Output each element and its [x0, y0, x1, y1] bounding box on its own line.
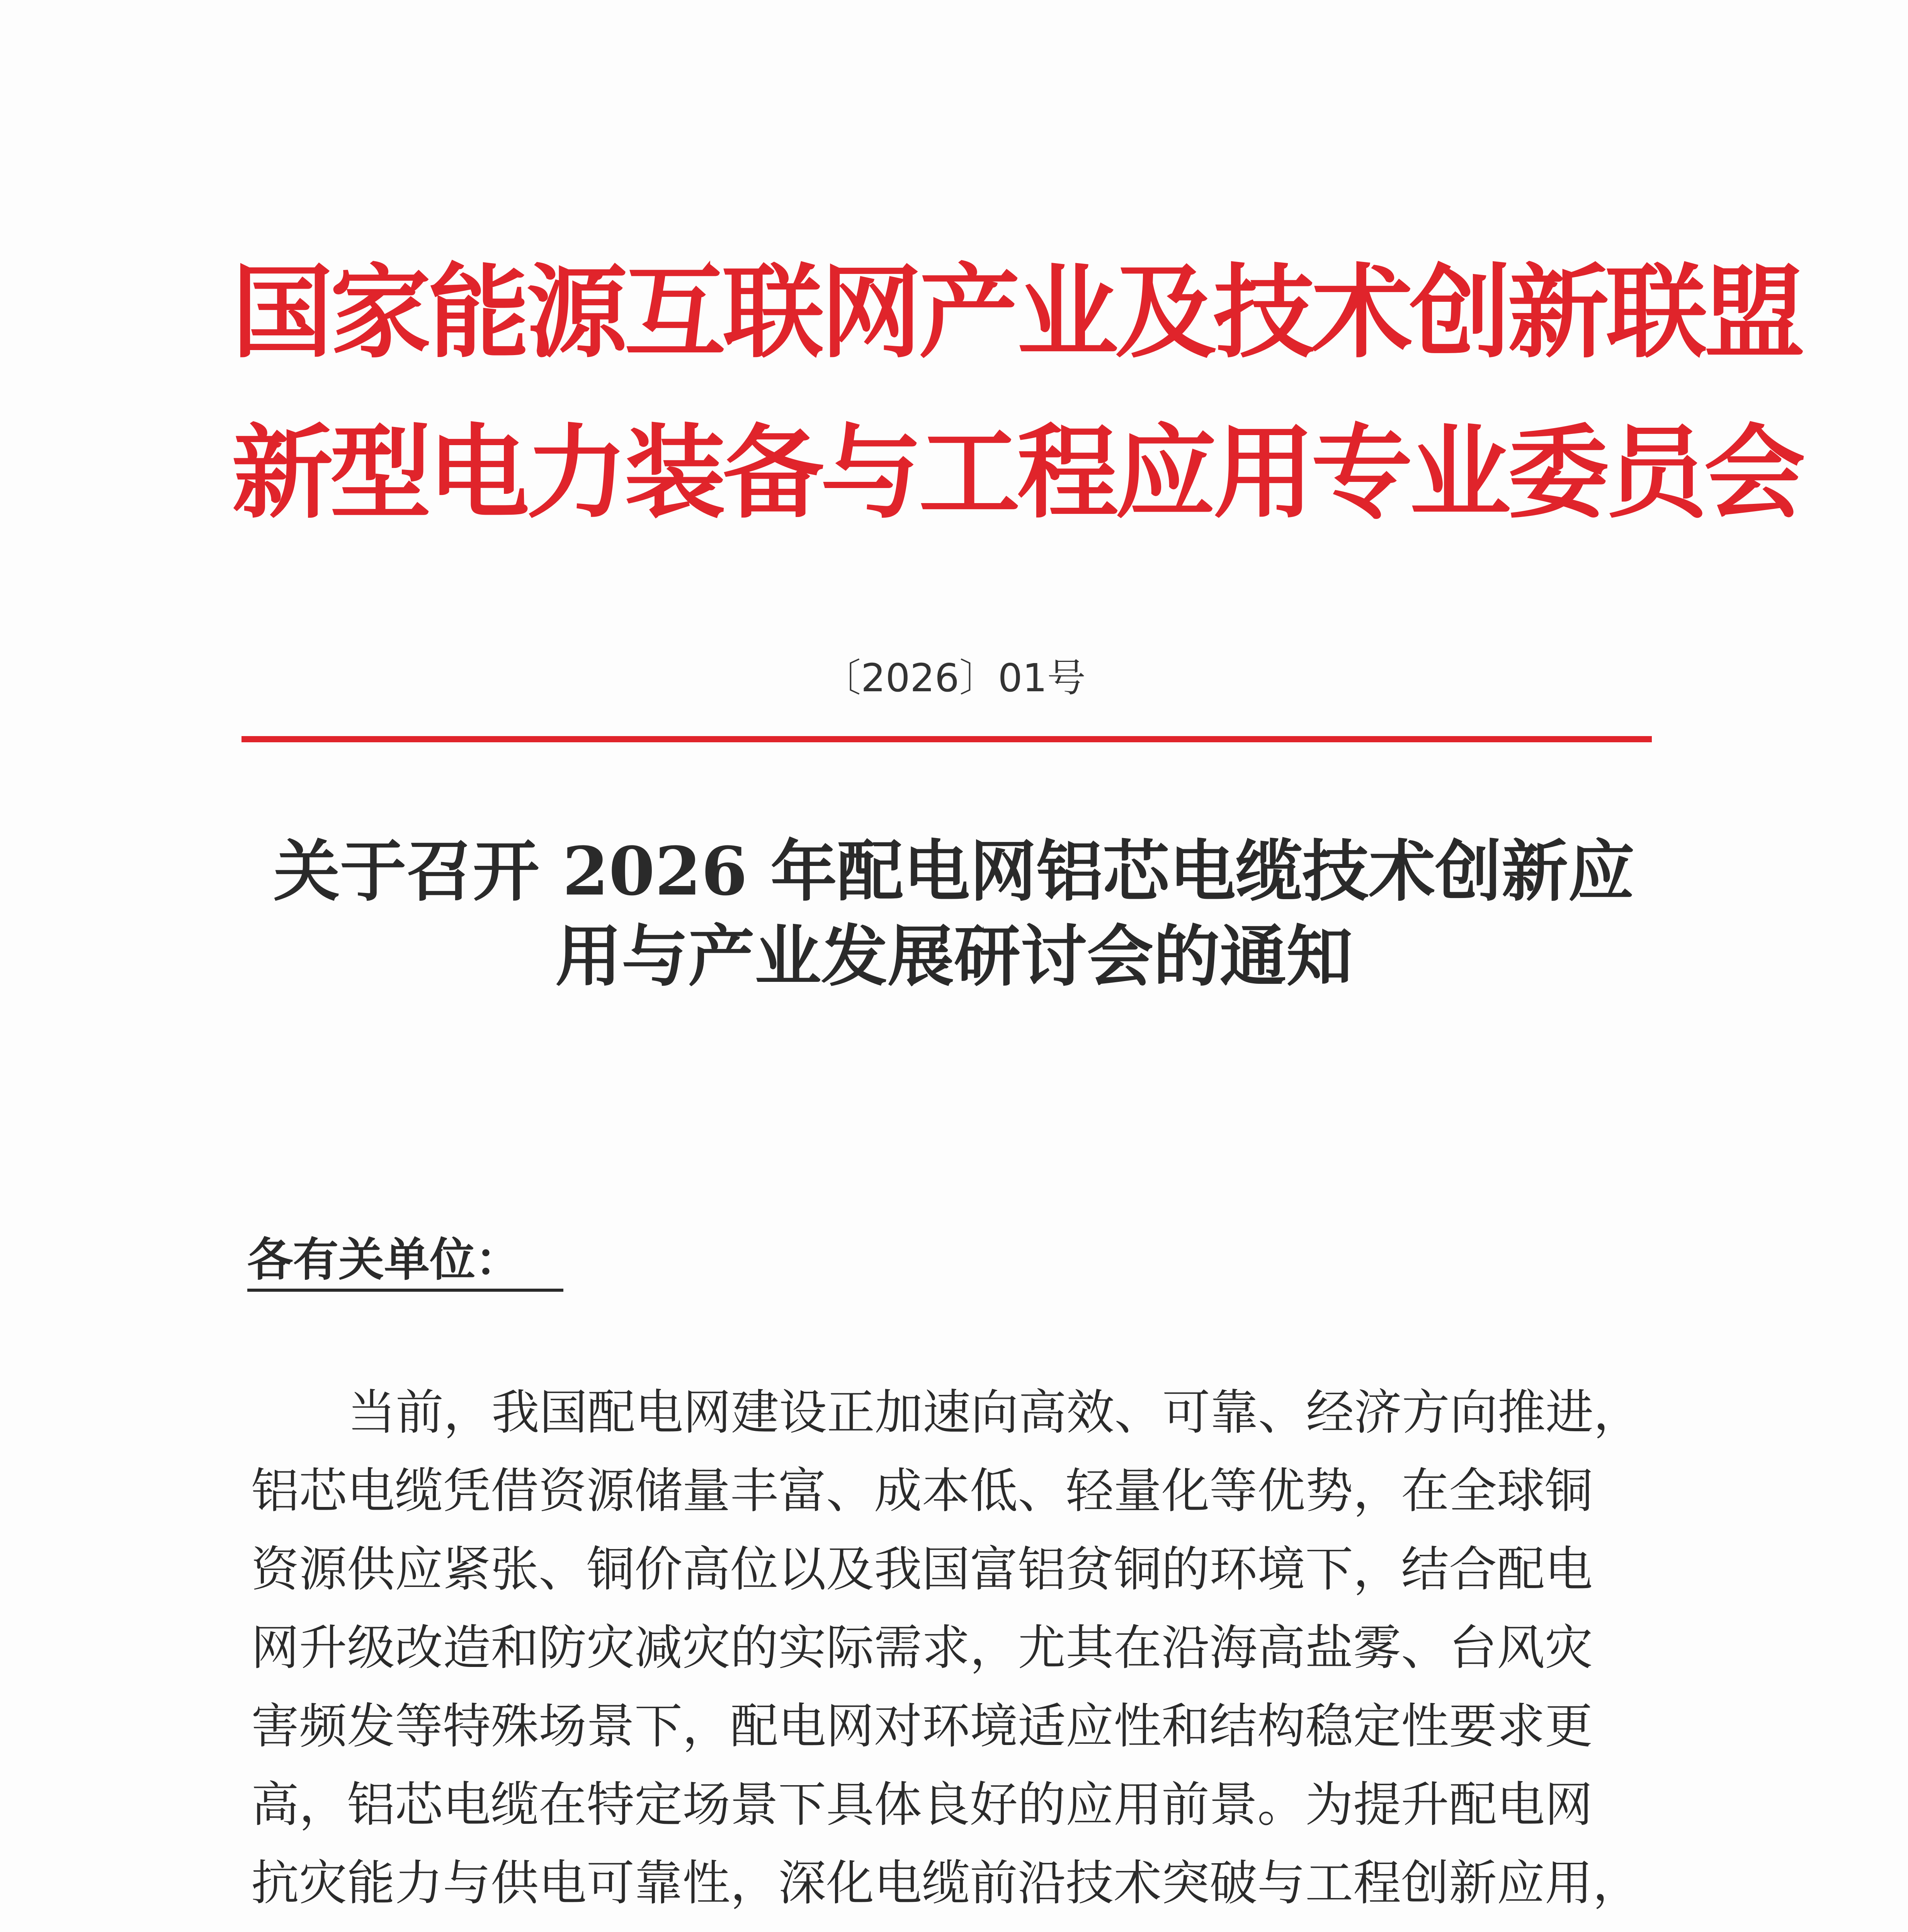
body-line: 当前，我国配电网建设正加速向高效、可靠、经济方向推进，	[348, 1385, 1642, 1440]
document-number: 〔2026〕01号	[822, 655, 1086, 701]
notice-title-line-1: 关于召开 2026 年配电网铝芯电缆技术创新应	[273, 832, 1635, 910]
body-line: 铝芯电缆凭借资源储量丰富、成本低、轻量化等优势，在全球铜	[251, 1463, 1593, 1519]
body-line	[251, 1923, 1681, 1932]
body-line: 抗灾能力与供电可靠性，深化电缆前沿技术突破与工程创新应用，	[251, 1855, 1641, 1911]
notice-title-line-2: 用与产业发展研讨会的通知	[555, 917, 1353, 995]
body-line: 高，铝芯电缆在特定场景下具体良好的应用前景。为提升配电网	[251, 1777, 1593, 1833]
notice-title	[193, 829, 1715, 999]
salutation: 各有关单位：	[247, 1231, 563, 1292]
body-line: 资源供应紧张、铜价高位以及我国富铝贫铜的环境下，结合配电	[251, 1542, 1593, 1597]
body-line: 害频发等特殊场景下，配电网对环境适应性和结构稳定性要求更	[251, 1699, 1593, 1754]
red-divider-line	[241, 736, 1652, 742]
org-title-line-2: 新型电力装备与工程应用专业委员会	[232, 414, 1802, 532]
body-line: 网升级改造和防灾减灾的实际需求，尤其在沿海高盐雾、台风灾	[251, 1620, 1593, 1676]
org-title-line-1: 国家能源互联网产业及技术创新联盟	[232, 254, 1802, 372]
body-paragraph	[251, 1374, 1681, 1932]
